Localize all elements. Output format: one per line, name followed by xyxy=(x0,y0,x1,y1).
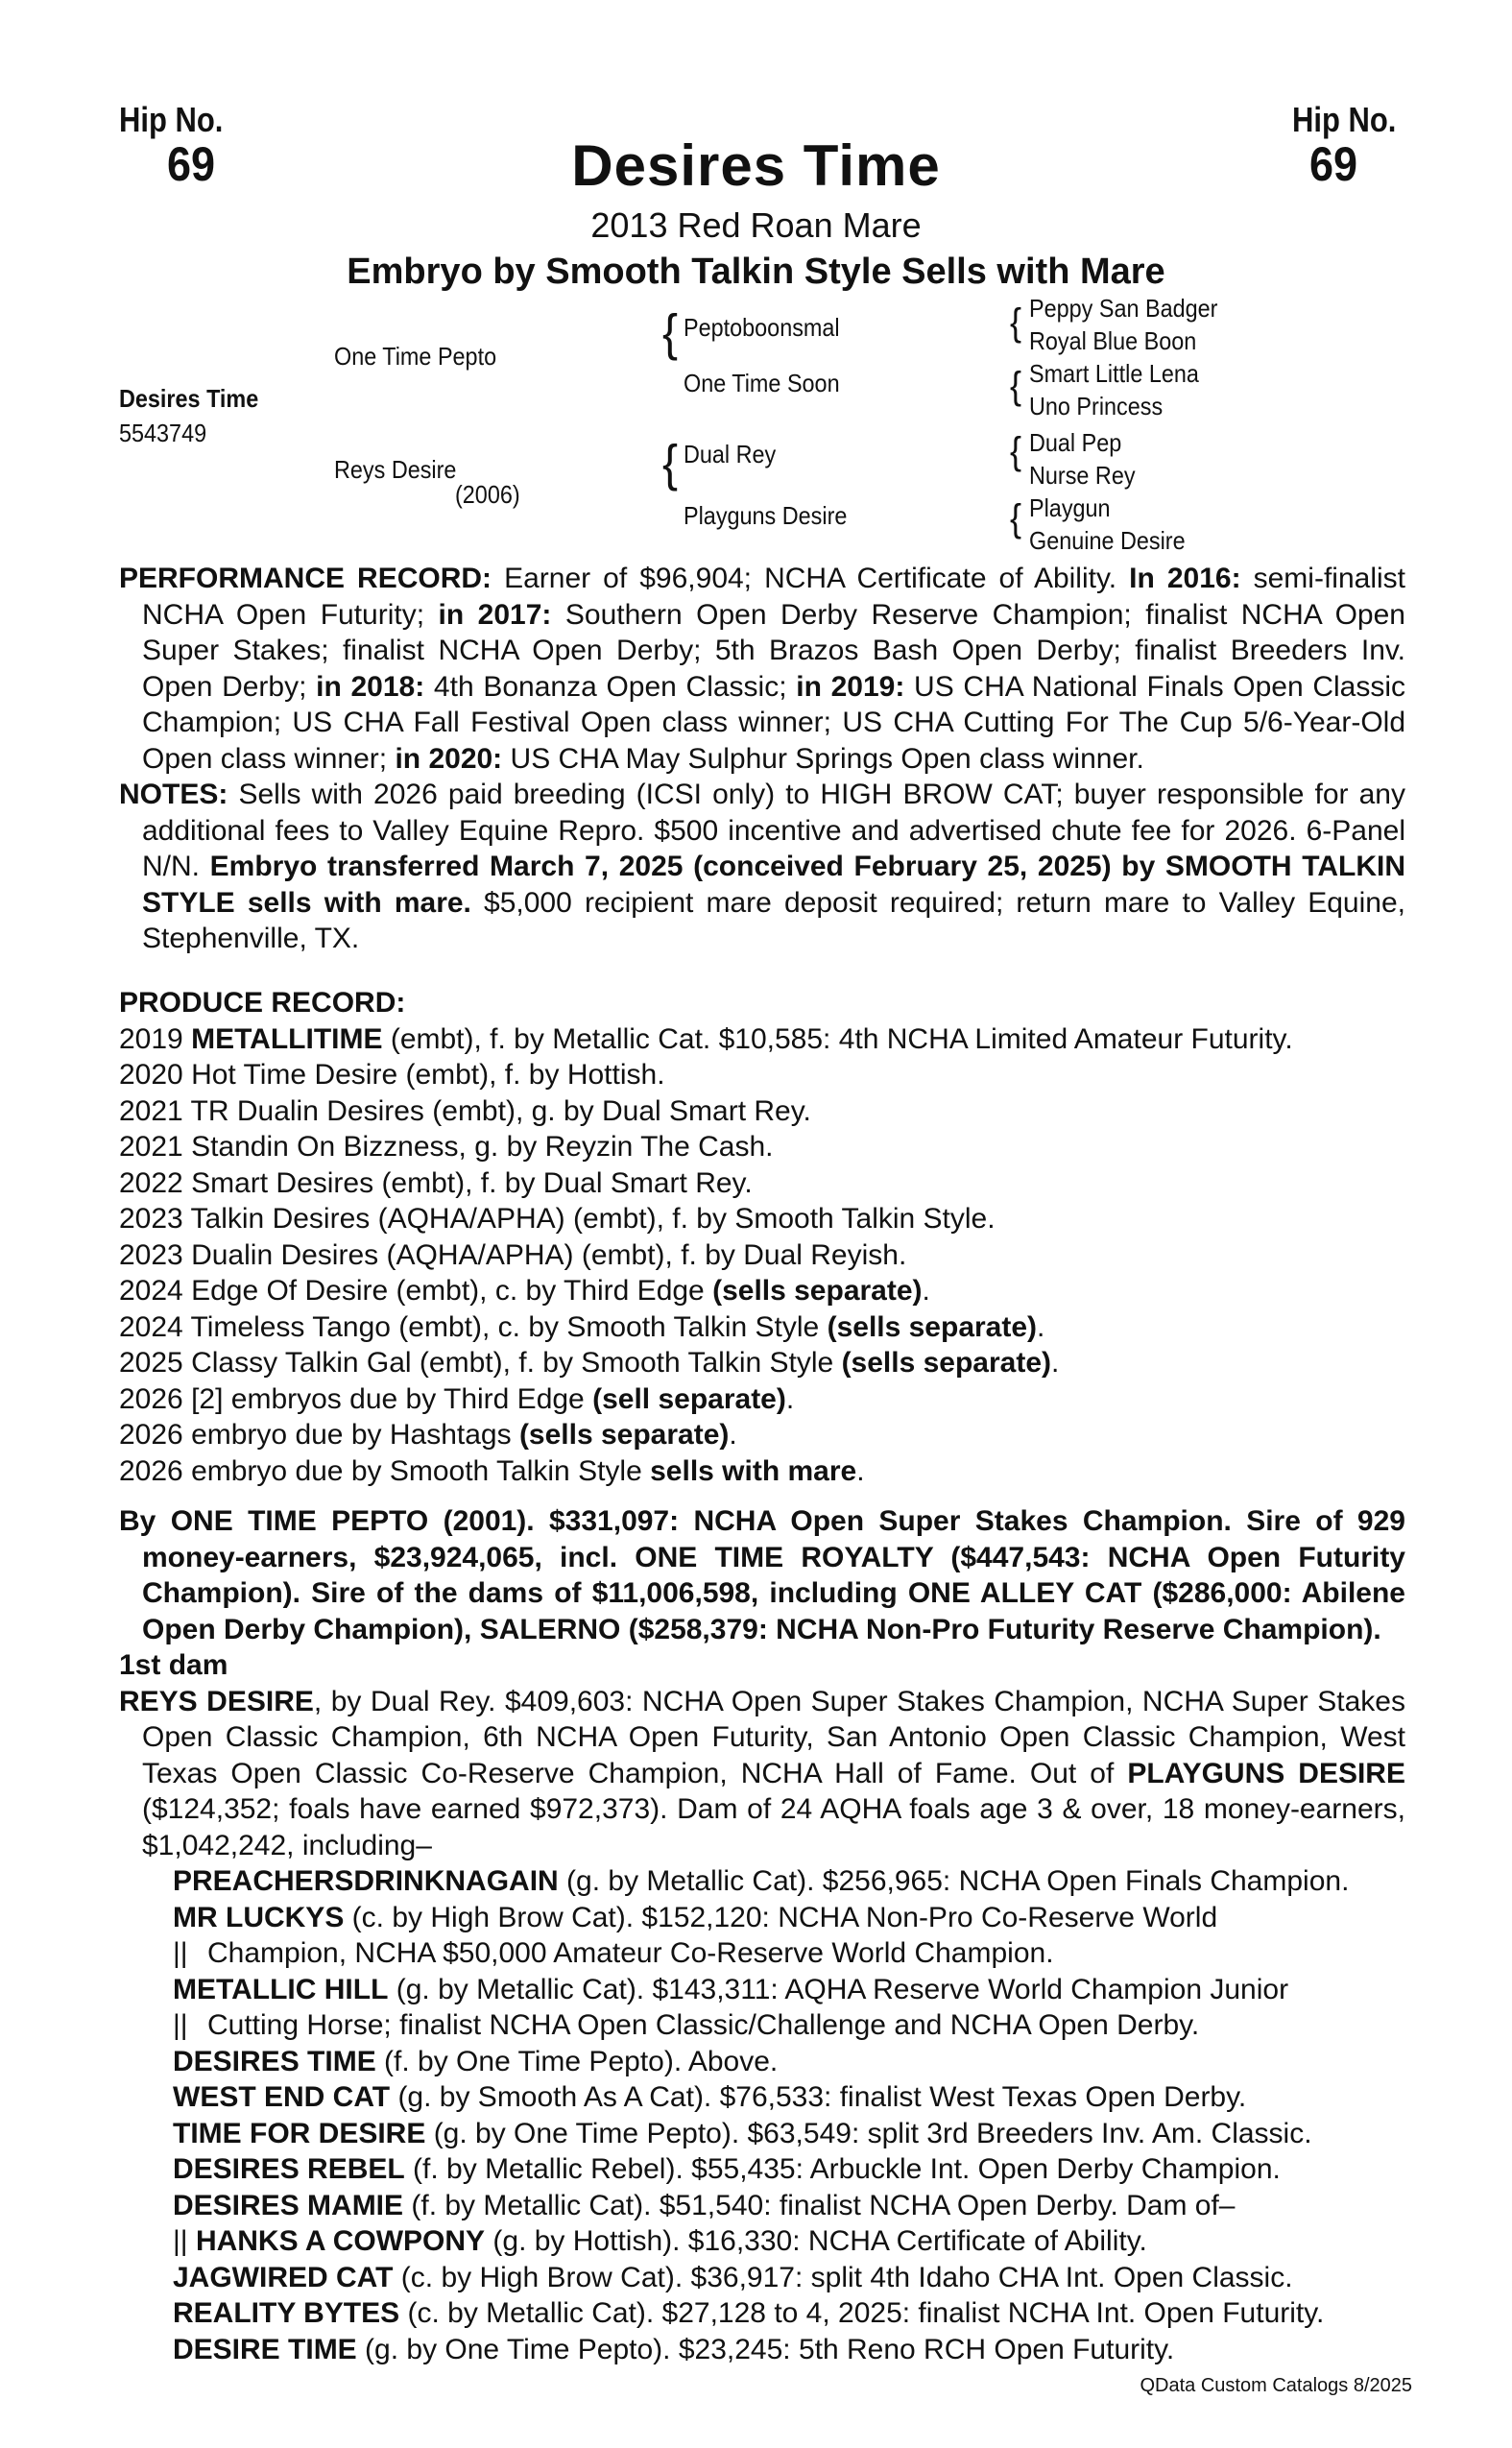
catalog-body xyxy=(119,561,1405,957)
notes xyxy=(119,777,1405,957)
brace-icon: { xyxy=(1010,495,1022,540)
dam-name: REYS DESIRE xyxy=(119,1685,314,1717)
produce-row: 2021 Standin On Bizzness, g. by Reyzin The Cash. xyxy=(119,1131,774,1163)
notes-embryo-text: Embryo transferred March 7, 2025 (conceived February 25, 2025) by SMOOTH TALKIN STYLE sells with mare. xyxy=(142,851,1405,919)
notes-label: NOTES: xyxy=(119,779,228,810)
performance-record xyxy=(119,561,1405,777)
hip-number-right: 69 xyxy=(1309,137,1358,191)
hip-number-left: 69 xyxy=(167,137,216,191)
pedigree-g5: Dual Pep xyxy=(1029,428,1122,457)
horse-title: Desires Time xyxy=(571,133,941,198)
produce-row: 2019 METALLITIME (embt), f. by Metallic Cat. $10,585: 4th NCHA Limited Amateur Futurity. xyxy=(119,1022,1293,1055)
pedigree-g2: Royal Blue Boon xyxy=(1029,326,1197,355)
produce-row: 2026 [2] embryos due by Third Edge (sell separate). xyxy=(119,1382,795,1415)
offspring-row-continued: || Cutting Horse; finalist NCHA Open Classic/Challenge and NCHA Open Derby. xyxy=(173,2009,1200,2041)
produce-row: 2024 Timeless Tango (embt), c. by Smooth Talkin Style (sells separate). xyxy=(119,1310,1045,1343)
offspring-row-continued: || Champion, NCHA $50,000 Amateur Co-Reserve World Champion. xyxy=(173,1937,1054,1969)
pedigree-dam-year: (2006) xyxy=(455,480,520,509)
produce-row: 2022 Smart Desires (embt), f. by Dual Smart Rey. xyxy=(119,1166,753,1199)
performance-text: US CHA May Sulphur Springs Open class winner. xyxy=(502,742,1144,775)
performance-label: PERFORMANCE RECORD: xyxy=(119,563,492,594)
grand-dam-name: PLAYGUNS DESIRE xyxy=(1127,1757,1405,1789)
offspring-row: WEST END CAT (g. by Smooth As A Cat). $76,533: finalist West Texas Open Derby. xyxy=(173,2081,1247,2113)
pedigree-g3: Smart Little Lena xyxy=(1029,359,1199,388)
produce-label: PRODUCE RECORD: xyxy=(119,987,406,1019)
offspring-row: DESIRES MAMIE (f. by Metallic Cat). $51,540: finalist NCHA Open Derby. Dam of– xyxy=(173,2189,1236,2221)
pedigree-dam-sire: Dual Rey xyxy=(684,440,777,468)
produce-row: 2023 Dualin Desires (AQHA/APHA) (embt), f. by Dual Reyish. xyxy=(119,1238,907,1271)
produce-record xyxy=(119,985,1405,1489)
performance-year: In 2016: xyxy=(1129,563,1241,594)
offspring-row: REALITY BYTES (c. by Metallic Cat). $27,128 to 4, 2025: finalist NCHA Int. Open Futurity. xyxy=(173,2297,1325,2329)
offspring-row: PREACHERSDRINKNAGAIN (g. by Metallic Cat). $256,965: NCHA Open Finals Champion. xyxy=(173,1865,1350,1897)
produce-row: 2023 Talkin Desires (AQHA/APHA) (embt), f. by Smooth Talkin Style. xyxy=(119,1203,996,1235)
offspring-row: METALLIC HILL (g. by Metallic Cat). $143,311: AQHA Reserve World Champion Junior xyxy=(173,1973,1289,2005)
produce-row: 2021 TR Dualin Desires (embt), g. by Dual Smart Rey. xyxy=(119,1094,811,1127)
pedigree-g1: Peppy San Badger xyxy=(1029,294,1218,323)
offspring-row: || HANKS A COWPONY (g. by Hottish). $16,330: NCHA Certificate of Ability. xyxy=(173,2225,1147,2257)
pedigree-sire: One Time Pepto xyxy=(334,342,497,371)
performance-text: Earner of $96,904; NCHA Certificate of Ability. xyxy=(492,563,1130,594)
pedigree-reg-no: 5543749 xyxy=(119,419,207,447)
offspring-row: JAGWIRED CAT (c. by High Brow Cat). $36,917: split 4th Idaho CHA Int. Open Classic. xyxy=(173,2261,1293,2293)
performance-year: in 2017: xyxy=(438,598,552,631)
pedigree-sire-sire: Peptoboonsmal xyxy=(684,313,840,342)
performance-year: in 2019: xyxy=(796,670,905,703)
dam-section xyxy=(119,1647,1405,2367)
pedigree-dam: Reys Desire xyxy=(334,455,457,484)
performance-text: semi-finalist NCHA Open Futurity; xyxy=(142,563,1405,631)
brace-icon: { xyxy=(662,436,679,492)
performance-text: 4th Bonanza Open Classic; xyxy=(424,670,797,703)
footer-credit: QData Custom Catalogs 8/2025 xyxy=(1140,2375,1412,2396)
produce-row: 2025 Classy Talkin Gal (embt), f. by Smooth Talkin Style (sells separate). xyxy=(119,1347,1060,1379)
notes-text: $5,000 recipient mare deposit required; return mare to Valley Equine, Stephenville, TX. xyxy=(142,886,1405,954)
horse-subtitle: 2013 Red Roan Mare xyxy=(590,205,922,245)
pedigree-horse: Desires Time xyxy=(119,384,259,413)
performance-text: US CHA National Finals Open Classic Champion; US CHA Fall Festival Open class winner; US CHA Cutting For The Cup 5/6-Year-Old Open class winner; xyxy=(142,670,1406,775)
performance-year: in 2018: xyxy=(316,670,425,703)
notes-text: Sells with 2026 paid breeding (ICSI only) to HIGH BROW CAT; buyer responsible for any additional fees to Valley Equine Repro. $500 incentive and advertised chute fee for 2026. 6-Panel N/N. xyxy=(142,779,1405,882)
offspring-row: MR LUCKYS (c. by High Brow Cat). $152,120: NCHA Non-Pro Co-Reserve World xyxy=(173,1901,1218,1933)
produce-row: 2026 embryo due by Hashtags (sells separate). xyxy=(119,1419,737,1451)
brace-icon: { xyxy=(1010,300,1022,344)
produce-row: 2020 Hot Time Desire (embt), f. by Hottish. xyxy=(119,1059,665,1091)
dam-text: , by Dual Rey. $409,603: NCHA Open Super Stakes Champion, NCHA Super Stakes Open Classic Champion, 6th NCHA Open Futurity, San Antonio Open Classic Champion, West Texas Open Classic Co-Reserve Champion, NCHA Hall of Fame. Out of xyxy=(142,1685,1405,1789)
offspring-row: TIME FOR DESIRE (g. by One Time Pepto). $63,549: split 3rd Breeders Inv. Am. Classic. xyxy=(173,2117,1312,2149)
hip-label-left: Hip No. xyxy=(119,100,224,139)
brace-icon: { xyxy=(662,305,679,362)
embryo-line: Embryo by Smooth Talkin Style Sells with Mare xyxy=(347,252,1165,292)
pedigree-g7: Playgun xyxy=(1029,493,1111,522)
pedigree-g4: Uno Princess xyxy=(1029,392,1164,420)
pedigree-dam-dam: Playguns Desire xyxy=(684,501,848,530)
offspring-row: DESIRE TIME (g. by One Time Pepto). $23,245: 5th Reno RCH Open Futurity. xyxy=(173,2333,1175,2365)
offspring-row: DESIRES TIME (f. by One Time Pepto). Above. xyxy=(173,2045,779,2077)
sire-paragraph: By ONE TIME PEPTO (2001). $331,097: NCHA Open Super Stakes Champion. Sire of 929 money-earners, $23,924,065, incl. ONE TIME ROYALTY ($447,543: NCHA Open Futurity Champion). Sire of the dams of $11,006,598, including ONE ALLEY CAT ($286,000: Abilene Open Derby Champion), SALERNO ($258,379: NCHA Non-Pro Futurity Reserve Champion). xyxy=(119,1505,1405,1645)
dam-paragraph xyxy=(119,1684,1405,1864)
pedigree-g8: Genuine Desire xyxy=(1029,526,1186,555)
pedigree-g6: Nurse Rey xyxy=(1029,461,1136,490)
hip-label-right: Hip No. xyxy=(1292,100,1397,139)
brace-icon: { xyxy=(1010,363,1022,407)
sire-section xyxy=(119,1503,1405,1647)
dam-text: ($124,352; foals have earned $972,373). Dam of 24 AQHA foals age 3 & over, 18 money-earners, $1,042,242, including– xyxy=(142,1793,1405,1861)
performance-year: in 2020: xyxy=(395,742,503,775)
pedigree-sire-dam: One Time Soon xyxy=(684,369,840,397)
produce-row: 2024 Edge Of Desire (embt), c. by Third Edge (sells separate). xyxy=(119,1275,930,1307)
offspring-row: DESIRES REBEL (f. by Metallic Rebel). $55,435: Arbuckle Int. Open Derby Champion. xyxy=(173,2153,1281,2185)
produce-row: 2026 embryo due by Smooth Talkin Style sells with mare. xyxy=(119,1454,865,1487)
performance-text: Southern Open Derby Reserve Champion; finalist NCHA Open Super Stakes; finalist NCHA Open Derby; 5th Brazos Bash Open Derby; finalist Breeders Inv. Open Derby; xyxy=(142,598,1405,703)
first-dam-label: 1st dam xyxy=(119,1649,228,1681)
brace-icon: { xyxy=(1010,428,1022,472)
